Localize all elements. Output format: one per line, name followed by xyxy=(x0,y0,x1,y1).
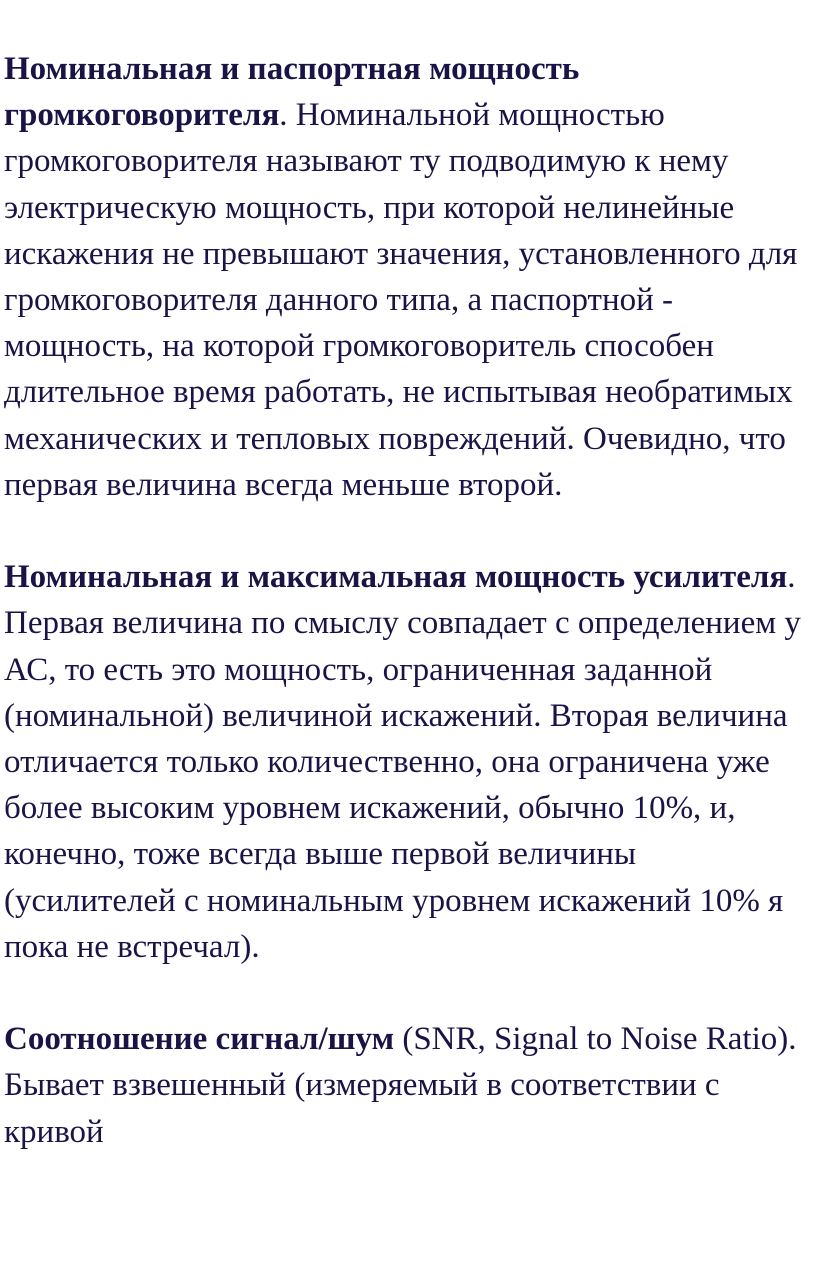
paragraph-body: . Номинальной мощностью громкоговорителя называют ту подводимую к нему электрическую мощность, при которой нелинейные искажения не превышают значения, установленного для громкоговорителя данного типа, а паспортной - мощность, на которой громкоговоритель способен длительное время работать, не испытывая необратимых механических и тепловых повреждений. Очевидно, что первая величина всегда меньше второй. xyxy=(4,97,798,503)
paragraph-speaker-power xyxy=(4,46,808,508)
paragraph-snr xyxy=(4,1016,808,1155)
term-snr: Соотношение сигнал/шум xyxy=(4,1021,395,1058)
paragraph-amplifier-power xyxy=(4,554,808,970)
paragraph-body: (SNR, Signal to Noise Ratio). Бывает взвешенный (измеряемый в соответствии с кривой xyxy=(4,1021,797,1150)
paragraph-body: . Первая величина по смыслу совпадает с определением у АС, то есть это мощность, ограниченная заданной (номинальной) величиной искажений. Вторая величина отличается только количественно, она ограничена уже более высоким уровнем искажений, обычно 10%, и, конечно, тоже всегда выше первой величины (усилителей с номинальным уровнем искажений 10% я пока не встречал). xyxy=(4,559,801,965)
term-amplifier-power: Номинальная и максимальная мощность усилителя xyxy=(4,559,788,596)
term-speaker-power: Номинальная и паспортная мощность громкоговорителя xyxy=(4,51,580,134)
